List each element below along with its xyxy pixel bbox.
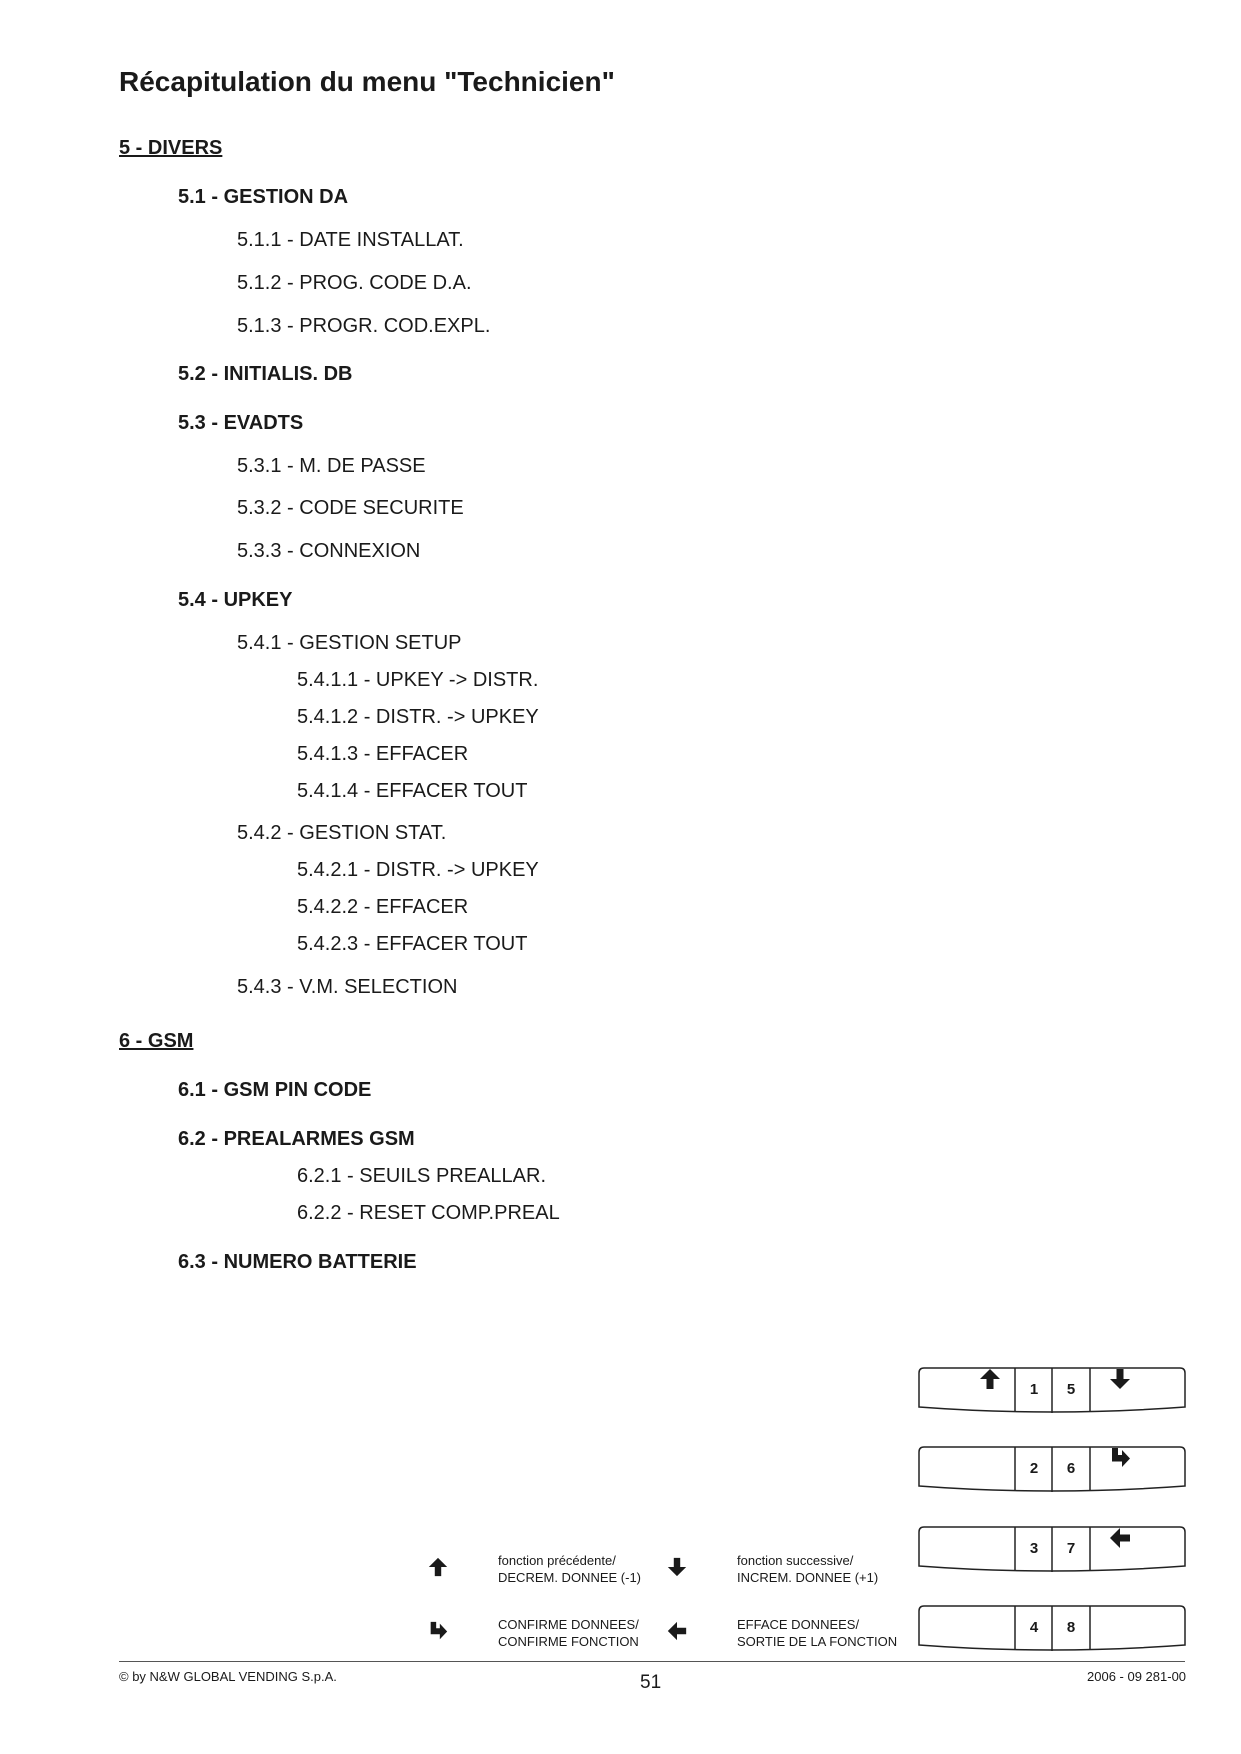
footer-divider bbox=[119, 1661, 1185, 1662]
menu-subitem: 5.4.2.2 - EFFACER bbox=[297, 896, 469, 918]
up-arrow-icon[interactable] bbox=[978, 1367, 1002, 1391]
legend-confirm-line2: CONFIRME FONCTION bbox=[498, 1634, 639, 1649]
up-arrow-icon bbox=[427, 1556, 449, 1578]
menu-subsection: 6.1 - GSM PIN CODE bbox=[178, 1079, 372, 1101]
legend-prev bbox=[498, 1552, 641, 1586]
menu-item: 5.3.2 - CODE SECURITE bbox=[237, 497, 464, 519]
menu-subitem: 6.2.1 - SEUILS PREALLAR. bbox=[297, 1165, 547, 1187]
key-7[interactable]: 7 bbox=[1066, 1540, 1076, 1557]
menu-subitem: 5.4.2.1 - DISTR. -> UPKEY bbox=[297, 859, 539, 881]
keypad-row-3 bbox=[918, 1526, 1186, 1572]
menu-section-heading: 6 - GSM bbox=[119, 1030, 194, 1052]
menu-subitem: 5.4.1.1 - UPKEY -> DISTR. bbox=[297, 669, 539, 691]
menu-item: 5.4.2 - GESTION STAT. bbox=[237, 822, 447, 844]
menu-subitem: 5.4.1.4 - EFFACER TOUT bbox=[297, 780, 528, 802]
key-3[interactable]: 3 bbox=[1029, 1540, 1039, 1557]
menu-item: 5.1.2 - PROG. CODE D.A. bbox=[237, 272, 472, 294]
menu-item: 5.3.3 - CONNEXION bbox=[237, 540, 421, 562]
menu-subsection: 5.3 - EVADTS bbox=[178, 412, 304, 434]
menu-subsection: 5.1 - GESTION DA bbox=[178, 186, 349, 208]
page-number: 51 bbox=[640, 1672, 662, 1693]
key-1[interactable]: 1 bbox=[1029, 1381, 1039, 1398]
menu-subitem: 5.4.1.3 - EFFACER bbox=[297, 743, 469, 765]
legend-clear bbox=[737, 1616, 897, 1650]
menu-subsection: 5.2 - INITIALIS. DB bbox=[178, 363, 353, 385]
menu-subitem: 5.4.1.2 - DISTR. -> UPKEY bbox=[297, 706, 539, 728]
legend-prev-line1: fonction précédente/ bbox=[498, 1553, 616, 1568]
legend-next-line2: INCREM. DONNEE (+1) bbox=[737, 1570, 879, 1585]
menu-item: 5.3.1 - M. DE PASSE bbox=[237, 455, 426, 477]
menu-section-heading: 5 - DIVERS bbox=[119, 137, 223, 159]
footer-copyright: © by N&W GLOBAL VENDING S.p.A. bbox=[119, 1669, 337, 1684]
key-8[interactable]: 8 bbox=[1066, 1619, 1076, 1636]
key-6[interactable]: 6 bbox=[1066, 1460, 1076, 1477]
legend-confirm bbox=[498, 1616, 639, 1650]
confirm-arrow-icon[interactable] bbox=[1108, 1446, 1132, 1470]
menu-item: 5.1.1 - DATE INSTALLAT. bbox=[237, 229, 464, 251]
left-arrow-icon[interactable] bbox=[1108, 1526, 1132, 1550]
legend-prev-line2: DECREM. DONNEE (-1) bbox=[498, 1570, 642, 1585]
menu-subsection: 6.2 - PREALARMES GSM bbox=[178, 1128, 415, 1150]
menu-subitem: 6.2.2 - RESET COMP.PREAL bbox=[297, 1202, 560, 1224]
menu-item: 5.1.3 - PROGR. COD.EXPL. bbox=[237, 315, 491, 337]
menu-item: 5.4.1 - GESTION SETUP bbox=[237, 632, 462, 654]
legend-clear-line2: SORTIE DE LA FONCTION bbox=[737, 1634, 898, 1649]
legend-clear-line1: EFFACE DONNEES/ bbox=[737, 1617, 860, 1632]
down-arrow-icon[interactable] bbox=[1108, 1367, 1132, 1391]
left-arrow-icon bbox=[666, 1620, 688, 1642]
keypad-row-4 bbox=[918, 1605, 1186, 1651]
keypad-row-2 bbox=[918, 1446, 1186, 1492]
key-5[interactable]: 5 bbox=[1066, 1381, 1076, 1398]
legend-confirm-line1: CONFIRME DONNEES/ bbox=[498, 1617, 639, 1632]
menu-subsection: 5.4 - UPKEY bbox=[178, 589, 293, 611]
menu-item: 5.4.3 - V.M. SELECTION bbox=[237, 976, 458, 998]
legend-next bbox=[737, 1552, 878, 1586]
menu-subsection: 6.3 - NUMERO BATTERIE bbox=[178, 1251, 417, 1273]
down-arrow-icon bbox=[666, 1556, 688, 1578]
menu-subitem: 5.4.2.3 - EFFACER TOUT bbox=[297, 933, 528, 955]
document-code: 2006 - 09 281-00 bbox=[1087, 1669, 1187, 1684]
page-title: Récapitulation du menu "Technicien" bbox=[119, 66, 615, 97]
keypad-row-1 bbox=[918, 1367, 1186, 1413]
confirm-arrow-icon bbox=[427, 1620, 449, 1642]
legend-next-line1: fonction successive/ bbox=[737, 1553, 854, 1568]
key-2[interactable]: 2 bbox=[1029, 1460, 1039, 1477]
key-4[interactable]: 4 bbox=[1029, 1619, 1039, 1636]
